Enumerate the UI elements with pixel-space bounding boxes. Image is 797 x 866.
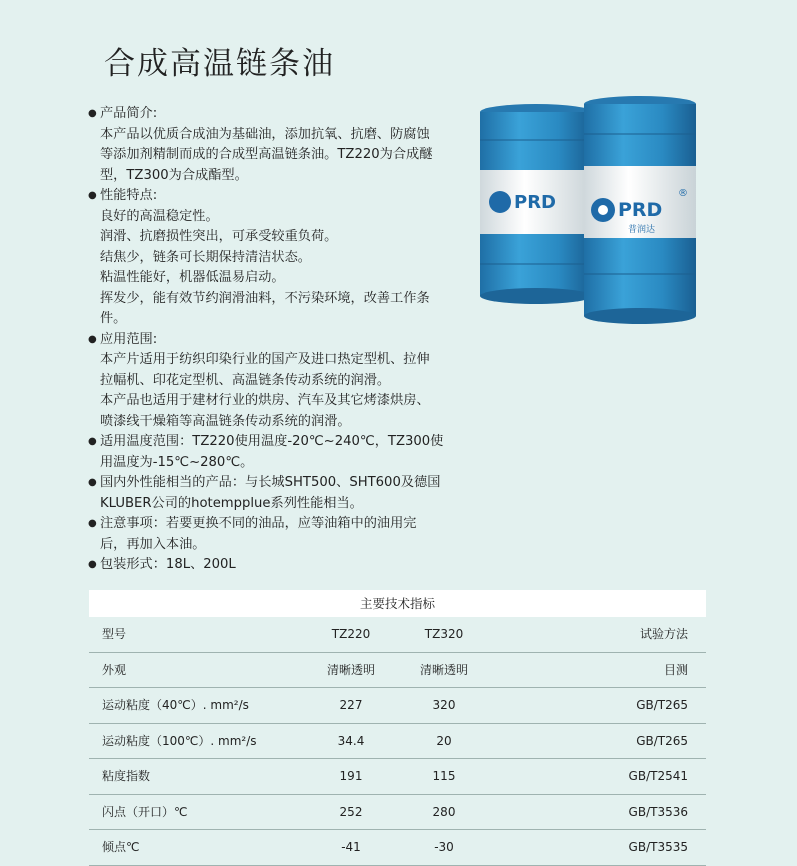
section-heading: 性能特点: bbox=[100, 188, 158, 203]
table-row bbox=[89, 688, 706, 724]
table-cell: 320 bbox=[432, 698, 456, 712]
table-cell: 闪点（开口）℃ bbox=[102, 804, 188, 819]
bullet-icon: ● bbox=[88, 518, 97, 529]
table-cell: GB/T265 bbox=[636, 733, 688, 748]
table-row bbox=[89, 724, 706, 760]
bullet-icon: ● bbox=[88, 477, 97, 488]
section-line: 良好的高温稳定性。 bbox=[100, 208, 219, 224]
product-title: 合成高温链条油 bbox=[104, 46, 335, 82]
section-line: 润滑、抗磨损性突出，可承受较重负荷。 bbox=[100, 229, 338, 244]
table-row bbox=[89, 759, 706, 795]
table-cell: 外观 bbox=[102, 662, 127, 677]
section-line: 本产品以优质合成油为基础油，添加抗氧、抗磨、防腐蚀 bbox=[100, 126, 430, 142]
oil-drums-image bbox=[478, 92, 698, 332]
section-line: 喷漆线干燥箱等高温链条传动系统的润滑。 bbox=[100, 413, 351, 429]
back-drum bbox=[480, 104, 592, 304]
section-item bbox=[88, 555, 460, 576]
section-item bbox=[88, 473, 460, 514]
section-item bbox=[88, 432, 460, 473]
brand-logo-text: PRD bbox=[618, 199, 663, 221]
table-row bbox=[89, 795, 706, 831]
table-cell: 粘度指数 bbox=[102, 769, 151, 783]
product-description bbox=[88, 104, 460, 576]
section-line: 用温度为-15℃~280℃。 bbox=[100, 454, 254, 470]
section-heading: 包装形式：18L、200L bbox=[100, 557, 236, 572]
svg-text:PRD: PRD bbox=[514, 192, 556, 213]
table-cell: 运动粘度（40℃）. mm²/s bbox=[102, 698, 249, 712]
section-line: 结焦少，链条可长期保持清洁状态。 bbox=[100, 249, 311, 265]
table-cell: 试验方法 bbox=[639, 627, 688, 641]
table-cell: 目测 bbox=[663, 662, 688, 677]
section-line: 等添加剂精制而成的合成型高温链条油。TZ220为合成醚 bbox=[100, 147, 433, 162]
table-cell: 20 bbox=[436, 733, 452, 748]
section-item bbox=[88, 186, 460, 330]
section-heading: 国内外性能相当的产品：与长城SHT500、SHT600及德国 bbox=[100, 475, 441, 490]
table-row bbox=[89, 830, 706, 866]
table-cell: 清晰透明 bbox=[326, 662, 375, 677]
table-cell: GB/T3536 bbox=[628, 804, 688, 819]
bullet-icon: ● bbox=[88, 333, 97, 345]
section-line: 挥发少，能有效节约润滑油料，不污染环境，改善工作条 bbox=[100, 290, 430, 306]
table-header-row bbox=[89, 617, 706, 653]
table-cell: 280 bbox=[432, 804, 456, 819]
table-cell: 115 bbox=[432, 769, 456, 783]
section-item bbox=[88, 330, 460, 433]
table-cell: TZ320 bbox=[424, 627, 464, 641]
section-line: 本产品也适用于建材行业的烘房、汽车及其它烤漆烘房、 bbox=[100, 393, 430, 408]
section-line: 型，TZ300为合成酯型。 bbox=[100, 167, 248, 183]
bullet-icon: ● bbox=[88, 108, 97, 119]
section-line: 后，再加入本油。 bbox=[100, 536, 206, 552]
brand-sub-text: 普润达 bbox=[628, 225, 656, 235]
table-cell: 34.4 bbox=[337, 733, 365, 748]
section-heading: 注意事项：若要更换不同的油品，应等油箱中的油用完 bbox=[100, 516, 417, 531]
table-cell: 倾点℃ bbox=[102, 840, 140, 854]
section-line: KLUBER公司的hotempplue系列性能相当。 bbox=[100, 495, 363, 511]
table-row bbox=[89, 653, 706, 689]
table-cell: 型号 bbox=[102, 627, 127, 641]
table-cell: -41 bbox=[341, 840, 361, 854]
front-drum bbox=[584, 96, 696, 324]
section-item bbox=[88, 514, 460, 555]
section-line: 件。 bbox=[100, 311, 127, 326]
spec-table-title: 主要技术指标 bbox=[89, 590, 706, 617]
section-line: 本产片适用于纺织印染行业的国产及进口热定型机、拉伸 bbox=[100, 352, 430, 367]
table-cell: 运动粘度（100℃）. mm²/s bbox=[102, 733, 257, 748]
table-cell: -30 bbox=[434, 840, 454, 854]
section-line: 粘温性能好，机器低温易启动。 bbox=[100, 270, 285, 285]
bullet-icon: ● bbox=[88, 190, 97, 201]
table-cell: 227 bbox=[339, 698, 363, 712]
section-heading: 适用温度范围：TZ220使用温度-20℃~240℃，TZ300使 bbox=[100, 434, 444, 449]
svg-text:®: ® bbox=[678, 188, 688, 199]
table-cell: GB/T3535 bbox=[628, 840, 688, 854]
table-cell: 252 bbox=[339, 804, 363, 819]
table-cell: GB/T265 bbox=[636, 698, 688, 712]
table-cell: GB/T2541 bbox=[628, 769, 688, 783]
table-cell: 清晰透明 bbox=[419, 662, 468, 677]
bullet-icon: ● bbox=[88, 436, 97, 447]
table-cell: 191 bbox=[339, 769, 363, 783]
section-heading: 应用范围: bbox=[100, 331, 158, 347]
spec-table bbox=[89, 590, 706, 866]
section-item bbox=[88, 104, 460, 186]
table-cell: TZ220 bbox=[331, 627, 371, 641]
bullet-icon: ● bbox=[88, 559, 97, 570]
section-heading: 产品简介: bbox=[100, 106, 158, 121]
section-line: 拉幅机、印花定型机、高温链条传动系统的润滑。 bbox=[100, 372, 391, 388]
